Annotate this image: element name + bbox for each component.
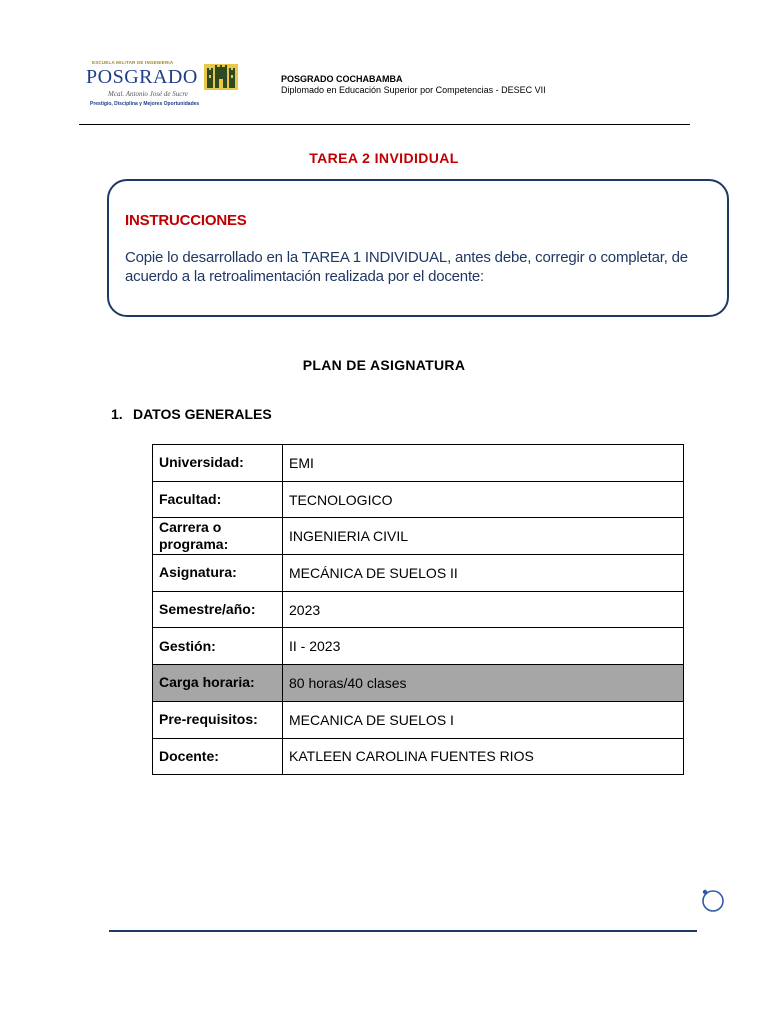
logo-school-line: ESCUELA MILITAR DE INGENIERIA xyxy=(92,60,174,65)
instructions-box xyxy=(107,179,729,317)
row-label-prerequisitos: Pre-requisitos: xyxy=(153,701,283,738)
row-label-docente: Docente: xyxy=(153,738,283,775)
row-label-carrera: Carrera o programa: xyxy=(153,518,283,555)
row-value-gestion: II - 2023 xyxy=(283,628,684,665)
header-subtitle: Diplomado en Educación Superior por Competencias - DESEC VII xyxy=(281,85,546,95)
table-row xyxy=(153,518,684,555)
row-value-semestre: 2023 xyxy=(283,591,684,628)
header-divider xyxy=(79,124,690,125)
table-row xyxy=(153,481,684,518)
row-label-carga-horaria: Carga horaria: xyxy=(153,665,283,702)
table-row xyxy=(153,701,684,738)
section-title xyxy=(111,406,272,422)
table-row xyxy=(153,555,684,592)
row-value-facultad: TECNOLOGICO xyxy=(283,481,684,518)
row-label-semestre: Semestre/año: xyxy=(153,591,283,628)
circle-mark-icon xyxy=(700,888,724,914)
row-value-carrera: INGENIERIA CIVIL xyxy=(283,518,684,555)
row-label-universidad: Universidad: xyxy=(153,445,283,482)
row-label-gestion: Gestión: xyxy=(153,628,283,665)
castle-icon xyxy=(204,64,238,90)
plan-title: PLAN DE ASIGNATURA xyxy=(302,357,466,373)
footer-divider xyxy=(109,930,697,932)
posgrado-logo xyxy=(86,60,242,110)
table-row-shaded xyxy=(153,665,684,702)
instructions-text: Copie lo desarrollado en la TAREA 1 INDIVIDUAL, antes debe, corregir o completar, de acuerdo a la retroalimentación realizada por el docente: xyxy=(125,249,688,285)
logo-tagline: Prestigio, Disciplina y Mejores Oportunidades xyxy=(90,101,200,107)
logo-brand: POSGRADO xyxy=(86,66,198,88)
task-title: TAREA 2 INVIDIDUAL xyxy=(309,150,459,166)
header-text xyxy=(281,74,546,96)
section-heading: DATOS GENERALES xyxy=(133,406,272,422)
general-data-table xyxy=(152,444,684,775)
row-label-asignatura: Asignatura: xyxy=(153,555,283,592)
table-row xyxy=(153,738,684,775)
table-row xyxy=(153,628,684,665)
row-value-prerequisitos: MECANICA DE SUELOS I xyxy=(283,701,684,738)
row-value-carga-horaria: 80 horas/40 clases xyxy=(283,665,684,702)
header-title: POSGRADO COCHABAMBA xyxy=(281,74,403,84)
instructions-heading: INSTRUCCIONES xyxy=(125,212,247,229)
table-row xyxy=(153,591,684,628)
row-value-universidad: EMI xyxy=(283,445,684,482)
logo-motto: Mcal. Antonio José de Sucre xyxy=(108,90,188,98)
row-value-docente: KATLEEN CAROLINA FUENTES RIOS xyxy=(283,738,684,775)
table-row xyxy=(153,445,684,482)
section-number: 1. xyxy=(111,406,123,422)
row-label-facultad: Facultad: xyxy=(153,481,283,518)
row-value-asignatura: MECÁNICA DE SUELOS II xyxy=(283,555,684,592)
